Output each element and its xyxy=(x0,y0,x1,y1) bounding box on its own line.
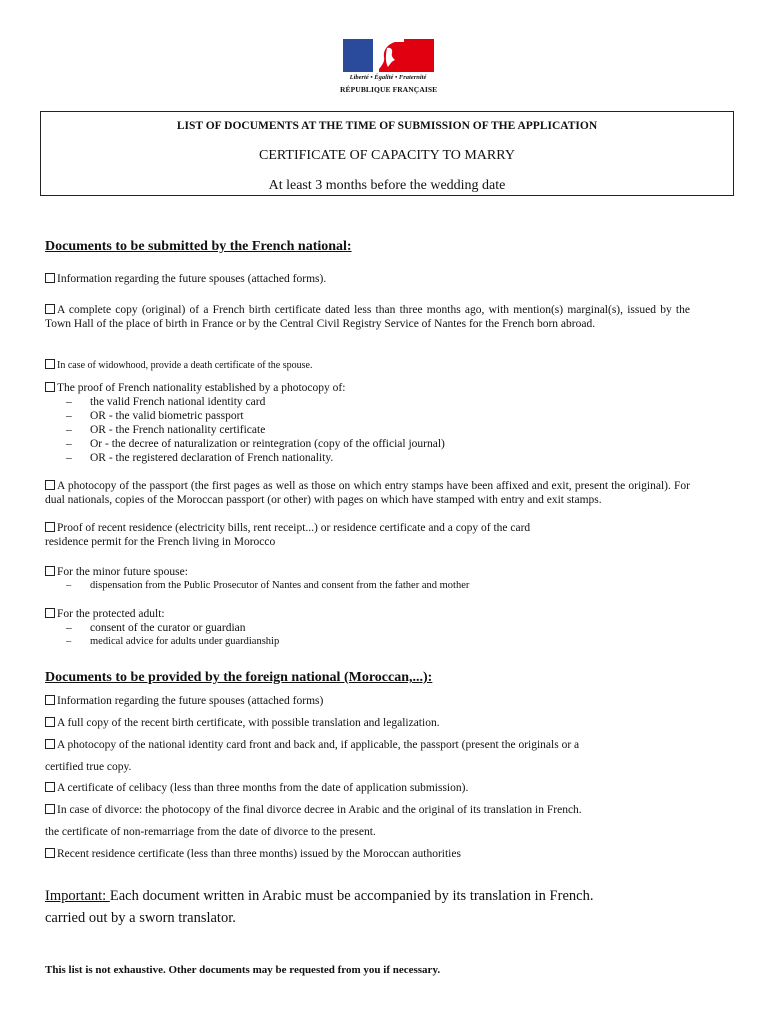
foreign-item-spouse-info xyxy=(45,694,690,708)
footer-disclaimer: This list is not exhaustive. Other documents may be requested from you if necessary. xyxy=(45,964,441,976)
foreign-item-divorce-text: In case of divorce: the photocopy of the final divorce decree in Arabic and the original of its translation in French. xyxy=(57,804,582,816)
foreign-item-identity-card xyxy=(45,738,690,752)
list-item-text: OR - the French nationality certificate xyxy=(90,424,266,436)
french-item-residence-proof xyxy=(45,521,690,535)
checkbox[interactable] xyxy=(45,695,55,705)
dash-bullet: – xyxy=(66,636,72,647)
french-section-title: Documents to be submitted by the French national: xyxy=(45,239,352,254)
republique-francaise-logo xyxy=(340,39,436,99)
list-item xyxy=(66,621,246,635)
document-header-box xyxy=(40,111,734,196)
header-certificate-title: CERTIFICATE OF CAPACITY TO MARRY xyxy=(259,148,515,163)
list-item-text: consent of the curator or guardian xyxy=(90,622,246,634)
marianne-flag-icon xyxy=(343,39,434,72)
foreign-item-identity-card-cont: certified true copy. xyxy=(45,761,132,773)
dash-bullet: – xyxy=(66,424,72,436)
foreign-item-birth-certificate xyxy=(45,716,690,730)
list-item xyxy=(66,409,244,423)
dash-bullet: – xyxy=(66,410,72,422)
checkbox[interactable] xyxy=(45,359,55,369)
checkbox[interactable] xyxy=(45,480,55,490)
checkbox[interactable] xyxy=(45,804,55,814)
foreign-item-celibacy xyxy=(45,781,690,795)
list-item xyxy=(66,395,265,409)
french-item-birth-certificate-text: A complete copy (original) of a French birth certificate dated less than three months ago, with mention(s) marginal(s), issued by the Town Hall of the place of birth in France or by the Central Civil Registry Service of Nantes for the French born abroad. xyxy=(45,304,690,330)
list-item-text: Or - the decree of naturalization or reintegration (copy of the official journal) xyxy=(90,438,445,450)
foreign-item-birth-certificate-text: A full copy of the recent birth certificate, with possible translation and legalization. xyxy=(57,717,440,729)
foreign-item-divorce-cont: the certificate of non-remarriage from the date of divorce to the present. xyxy=(45,826,376,838)
french-item-residence-proof-text: Proof of recent residence (electricity bills, rent receipt...) or residence certificate and a copy of the card xyxy=(57,522,531,534)
french-item-protected-adult xyxy=(45,607,690,621)
checkbox[interactable] xyxy=(45,566,55,576)
important-text-line2: carried out by a sworn translator. xyxy=(45,910,236,926)
dash-bullet: – xyxy=(66,452,72,464)
french-item-residence-proof-cont: residence permit for the French living in Morocco xyxy=(45,536,276,548)
foreign-item-identity-card-text: A photocopy of the national identity card front and back and, if applicable, the passport (present the originals or a xyxy=(57,739,580,751)
list-item-text: OR - the registered declaration of French nationality. xyxy=(90,452,334,464)
checkbox[interactable] xyxy=(45,717,55,727)
checkbox[interactable] xyxy=(45,608,55,618)
foreign-section-title: Documents to be provided by the foreign national (Moroccan,...): xyxy=(45,670,433,685)
checkbox[interactable] xyxy=(45,522,55,532)
french-item-spouse-info-text: Information regarding the future spouses (attached forms). xyxy=(57,273,327,285)
important-text-line1: Each document written in Arabic must be accompanied by its translation in French. xyxy=(109,888,594,904)
list-item-text: the valid French national identity card xyxy=(90,396,266,408)
foreign-item-residence xyxy=(45,847,690,861)
french-item-passport xyxy=(45,479,690,507)
flag-red-band xyxy=(404,39,434,72)
checkbox[interactable] xyxy=(45,382,55,392)
list-item-text: OR - the valid biometric passport xyxy=(90,410,244,422)
list-item xyxy=(66,437,445,451)
logo-motto: Liberté • Égalité • Fraternité xyxy=(349,74,427,81)
header-deadline: At least 3 months before the wedding date xyxy=(268,178,506,193)
flag-blue-band xyxy=(343,39,373,72)
list-item xyxy=(66,423,265,437)
list-item-text: medical advice for adults under guardianship xyxy=(90,636,280,647)
checkbox[interactable] xyxy=(45,304,55,314)
list-item xyxy=(66,451,333,465)
list-item xyxy=(66,579,469,593)
foreign-item-residence-text: Recent residence certificate (less than three months) issued by the Moroccan authorities xyxy=(57,848,461,860)
dash-bullet: – xyxy=(66,396,72,408)
dash-bullet: – xyxy=(66,438,72,450)
checkbox[interactable] xyxy=(45,782,55,792)
foreign-item-divorce xyxy=(45,803,690,817)
checkbox[interactable] xyxy=(45,739,55,749)
header-list-title: LIST OF DOCUMENTS AT THE TIME OF SUBMISSION OF THE APPLICATION xyxy=(176,120,598,132)
foreign-item-celibacy-text: A certificate of celibacy (less than three months from the date of application submission). xyxy=(57,782,469,794)
french-item-protected-adult-text: For the protected adult: xyxy=(57,608,165,620)
checkbox[interactable] xyxy=(45,273,55,283)
dash-bullet: – xyxy=(66,580,72,591)
french-item-minor-spouse-text: For the minor future spouse: xyxy=(57,566,188,578)
dash-bullet: – xyxy=(66,622,72,634)
french-item-minor-spouse xyxy=(45,565,690,579)
french-item-birth-certificate xyxy=(45,303,690,331)
french-item-spouse-info xyxy=(45,272,690,286)
marianne-profile-icon xyxy=(373,39,404,72)
french-item-widowhood-text: In case of widowhood, provide a death certificate of the spouse. xyxy=(57,360,313,371)
french-item-nationality-proof xyxy=(45,381,690,395)
important-label: Important: xyxy=(45,888,110,904)
flag-white-band xyxy=(373,39,404,72)
french-item-widowhood xyxy=(45,359,690,373)
important-note xyxy=(45,885,593,907)
list-item-text: dispensation from the Public Prosecutor of Nantes and consent from the father and mother xyxy=(90,580,470,591)
checkbox[interactable] xyxy=(45,848,55,858)
foreign-item-spouse-info-text: Information regarding the future spouses (attached forms) xyxy=(57,695,324,707)
french-item-nationality-proof-text: The proof of French nationality established by a photocopy of: xyxy=(57,382,346,394)
french-item-passport-text: A photocopy of the passport (the first pages as well as those on which entry stamps have been affixed and exit, present the original). For dual nationals, copies of the Moroccan passport (or other) with pages on which have stamped with entry and exit stamps. xyxy=(45,480,690,506)
list-item xyxy=(66,635,279,649)
logo-republic-name: RÉPUBLIQUE FRANÇAISE xyxy=(340,85,438,94)
